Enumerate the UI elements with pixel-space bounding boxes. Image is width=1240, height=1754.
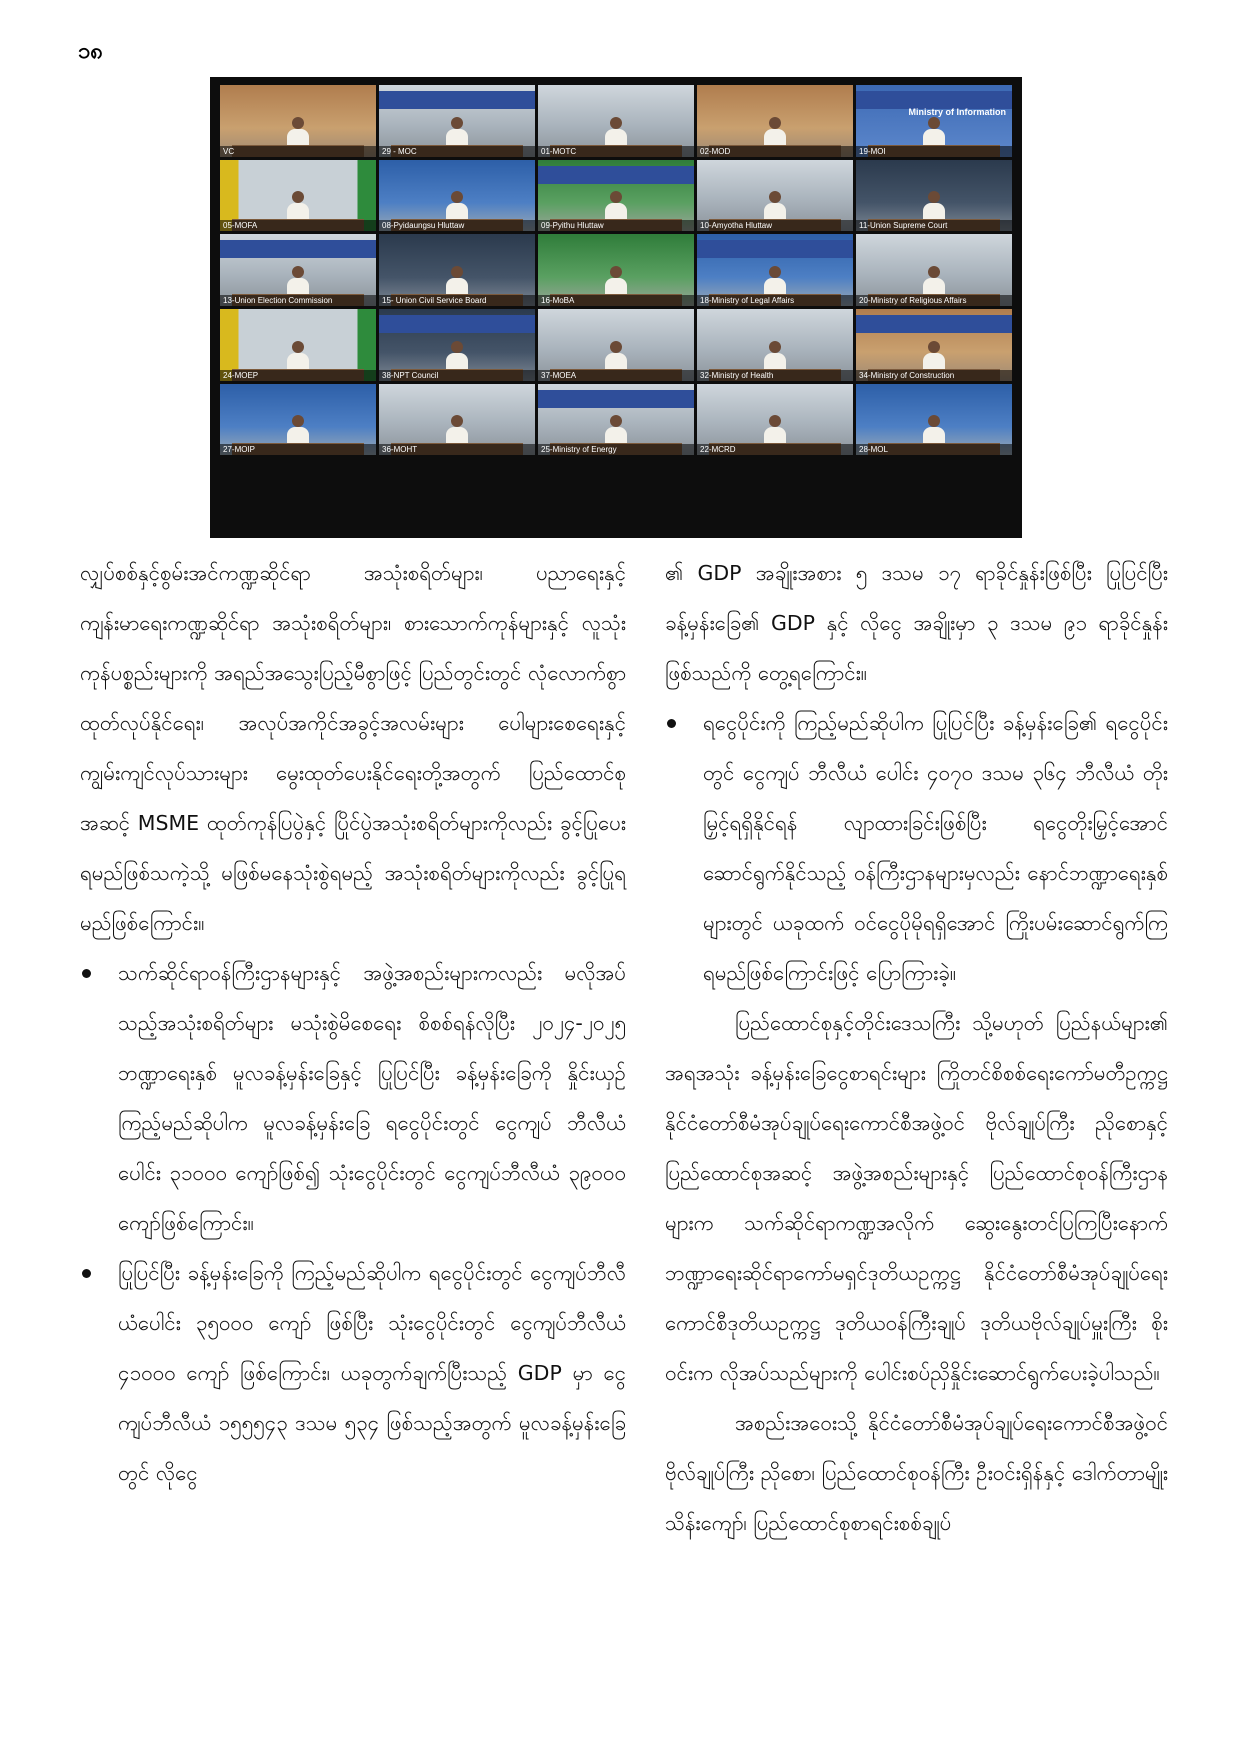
right-bullet-1 — [665, 698, 1168, 998]
tile-label: 28-MOL — [856, 444, 1012, 455]
participant-figure — [287, 117, 309, 147]
participant-figure — [923, 266, 945, 296]
video-tile — [379, 384, 535, 456]
participant-figure — [923, 117, 945, 147]
tile-label: 18-Ministry of Legal Affairs — [697, 295, 853, 306]
tile-label: 38-NPT Council — [379, 370, 535, 381]
right-paragraph-2: ပြည်ထောင်စုနှင့်တိုင်းဒေသကြီး သို့မဟုတ် ပြည်နယ်များ၏ အရအသုံး ခန့်မှန်းခြေငွေစာရင်းများ ကြိုတင်စိစစ်ရေးကော်မတီဥက္ကဋ္ဌ နိုင်ငံတော်စီမံအုပ်ချုပ်ရေးကောင်စီအဖွဲ့ဝင် ဗိုလ်ချုပ်ကြီး ညိုစောနှင့် ပြည်ထောင်စုအဆင့် အဖွဲ့အစည်းများနှင့် ပြည်ထောင်စုဝန်ကြီးဌာနများက သက်ဆိုင်ရာကဏ္ဍအလိုက် ဆွေးနွေးတင်ပြကြပြီးနောက် ဘဏ္ဍာရေးဆိုင်ရာကော်မရှင်ဒုတိယဥက္ကဋ္ဌ နိုင်ငံတော်စီမံအုပ်ချုပ်ရေးကောင်စီဒုတိယဥက္ကဋ္ဌ ဒုတိယဝန်ကြီးချုပ် ဒုတိယဗိုလ်ချုပ်မှူးကြီး စိုးဝင်းက လိုအပ်သည်များကို ပေါင်းစပ်ညှိနှိုင်းဆောင်ရွက်ပေးခဲ့ပါသည်။ — [665, 1011, 1168, 1385]
video-tile — [697, 160, 853, 232]
participant-figure — [764, 341, 786, 371]
right-column — [665, 548, 1168, 1548]
participant-figure — [605, 341, 627, 371]
tile-label: 20-Ministry of Religious Affairs — [856, 295, 1012, 306]
participant-figure — [287, 341, 309, 371]
left-bullet-2 — [80, 1248, 626, 1498]
video-tile — [856, 160, 1012, 232]
page-number: ၁၈ — [78, 39, 103, 64]
banner-sign — [538, 166, 694, 184]
video-tile — [379, 85, 535, 157]
tile-label: 01-MOTC — [538, 146, 694, 157]
tile-label: 09-Pyithu Hluttaw — [538, 220, 694, 231]
tile-label: 11-Union Supreme Court — [856, 220, 1012, 231]
video-tile — [538, 234, 694, 306]
video-tile — [538, 384, 694, 456]
video-tile — [379, 309, 535, 381]
participant-figure — [446, 341, 468, 371]
video-tile — [856, 384, 1012, 456]
video-tile — [538, 309, 694, 381]
tile-label: 22-MCRD — [697, 444, 853, 455]
left-bullet-1-text: သက်ဆိုင်ရာဝန်ကြီးဌာနများနှင့် အဖွဲ့အစည်းများကလည်း မလိုအပ်သည့်အသုံးစရိတ်များ မသုံးစွဲမိစေရေး စိစစ်ရန်လိုပြီး ၂၀၂၄-၂၀၂၅ ဘဏ္ဍာရေးနှစ် မူလခန့်မှန်းခြေနှင့် ပြုပြင်ပြီး ခန့်မှန်းခြေကို နှိုင်းယှဉ်ကြည့်မည်ဆိုပါက မူလခန့်မှန်းခြေ ရငွေပိုင်းတွင် ငွေကျပ် ဘီလီယံပေါင်း ၃၁၀၀၀ ကျော်ဖြစ်၍ သုံးငွေပိုင်းတွင် ငွေကျပ်ဘီလီယံ ၃၉၀၀၀ ကျော်ဖြစ်ကြောင်း။ — [118, 961, 626, 1235]
participant-figure — [605, 117, 627, 147]
video-tile — [379, 160, 535, 232]
banner-sign — [379, 315, 535, 333]
tile-label: 02-MOD — [697, 146, 853, 157]
participant-figure — [923, 341, 945, 371]
right-paragraph-3: အစည်းအဝေးသို့ နိုင်ငံတော်စီမံအုပ်ချုပ်ရေးကောင်စီအဖွဲ့ဝင် ဗိုလ်ချုပ်ကြီး ညိုစော၊ ပြည်ထောင်စုဝန်ကြီး ဦးဝင်းရှိန်နှင့် ဒေါက်တာမျိုးသိန်းကျော်၊ ပြည်ထောင်စုစာရင်းစစ်ချုပ် — [665, 1411, 1168, 1535]
video-tile — [856, 85, 1012, 157]
video-tile — [697, 234, 853, 306]
bullet-icon — [667, 719, 676, 728]
participant-figure — [446, 117, 468, 147]
tile-label: 27-MOIP — [220, 444, 376, 455]
participant-figure — [605, 266, 627, 296]
video-tile — [220, 309, 376, 381]
tile-label: 34-Ministry of Construction — [856, 370, 1012, 381]
video-tile — [220, 160, 376, 232]
tile-label: 32-Ministry of Health — [697, 370, 853, 381]
video-tile — [538, 85, 694, 157]
video-tile — [697, 85, 853, 157]
participant-figure — [923, 191, 945, 221]
participant-figure — [764, 117, 786, 147]
right-bullet-1-text: ရငွေပိုင်းကို ကြည့်မည်ဆိုပါက ပြုပြင်ပြီး ခန့်မှန်းခြေ၏ ရငွေပိုင်းတွင် ငွေကျပ် ဘီလီယံ ပေါင်း ၄၀၇၀ ဒသမ ၃၆၄ ဘီလီယံ တိုးမြှင့်ရရှိနိုင်ရန် လျာထားခြင်းဖြစ်ပြီး ရငွေတိုးမြှင့်အောင် ဆောင်ရွက်နိုင်သည့် ဝန်ကြီးဌာနများမှလည်း နောင်ဘဏ္ဍာရေးနှစ်များတွင် ယခုထက် ဝင်ငွေပိုမိုရရှိအောင် ကြိုးပမ်းဆောင်ရွက်ကြရမည်ဖြစ်ကြောင်းဖြင့် ပြောကြားခဲ့။ — [703, 711, 1168, 985]
tile-sign-text: Ministry of Information — [908, 107, 1006, 117]
tile-label: 05-MOFA — [220, 220, 376, 231]
tile-label: 10-Amyotha Hluttaw — [697, 220, 853, 231]
tile-label: 24-MOEP — [220, 370, 376, 381]
tile-label: 13-Union Election Commission — [220, 295, 376, 306]
video-tile — [697, 384, 853, 456]
participant-figure — [446, 415, 468, 445]
participant-figure — [287, 266, 309, 296]
participant-figure — [764, 266, 786, 296]
video-tile — [220, 234, 376, 306]
tile-label: 19-MOI — [856, 146, 1012, 157]
tile-label: 36-MOHT — [379, 444, 535, 455]
left-bullet-1 — [80, 948, 626, 1248]
bullet-icon — [82, 1269, 91, 1278]
tile-label: 15- Union Civil Service Board — [379, 295, 535, 306]
participant-figure — [764, 191, 786, 221]
participant-figure — [287, 191, 309, 221]
banner-sign — [856, 315, 1012, 333]
banner-sign — [220, 240, 376, 258]
banner-sign — [379, 91, 535, 109]
tile-label: 25-Ministry of Energy — [538, 444, 694, 455]
video-tile — [220, 85, 376, 157]
participant-figure — [446, 191, 468, 221]
tile-label: 16-MoBA — [538, 295, 694, 306]
banner-sign — [538, 390, 694, 408]
participant-figure — [923, 415, 945, 445]
participant-figure — [605, 191, 627, 221]
video-tile — [856, 309, 1012, 381]
participant-figure — [605, 415, 627, 445]
banner-sign — [697, 240, 853, 258]
video-tile — [856, 234, 1012, 306]
left-column — [80, 548, 626, 1498]
tile-label: 08-Pyidaungsu Hluttaw — [379, 220, 535, 231]
video-tile — [697, 309, 853, 381]
tile-label: 29 - MOC — [379, 146, 535, 157]
video-conference-photo — [210, 77, 1022, 538]
participant-figure — [446, 266, 468, 296]
video-tile — [538, 160, 694, 232]
participant-figure — [764, 415, 786, 445]
video-tile-grid — [220, 85, 1012, 530]
participant-figure — [287, 415, 309, 445]
right-paragraph-1: ၏ GDP အချိုးအစား ၅ ဒသမ ၁၇ ရာခိုင်နှုန်းဖြစ်ပြီး ပြုပြင်ပြီး ခန့်မှန်းခြေ၏ GDP နှင့် လိုငွေ အချိုးမှာ ၃ ဒသမ ၉၁ ရာခိုင်နှုန်းဖြစ်သည်ကို တွေ့ရကြောင်း။ — [665, 561, 1168, 685]
tile-label: VC — [220, 146, 376, 157]
video-tile — [220, 384, 376, 456]
tile-label: 37-MOEA — [538, 370, 694, 381]
video-tile — [379, 234, 535, 306]
left-paragraph-1: လျှပ်စစ်နှင့်စွမ်းအင်ကဏ္ဍဆိုင်ရာ အသုံးစရိတ်များ၊ ပညာရေးနှင့် ကျန်းမာရေးကဏ္ဍဆိုင်ရာ အသုံးစရိတ်များ၊ စားသောက်ကုန်များနှင့် လူသုံးကုန်ပစ္စည်းများကို အရည်အသွေးပြည့်မီစွာဖြင့် ပြည်တွင်းတွင် လုံလောက်စွာ ထုတ်လုပ်နိုင်ရေး၊ အလုပ်အကိုင်အခွင့်အလမ်းများ ပေါများစေရေးနှင့် ကျွမ်းကျင်လုပ်သားများ မွေးထုတ်ပေးနိုင်ရေးတို့အတွက် ပြည်ထောင်စုအဆင့် MSME ထုတ်ကုန်ပြပွဲနှင့် ပြိုင်ပွဲအသုံးစရိတ်များကိုလည်း ခွင့်ပြုပေးရမည်ဖြစ်သကဲ့သို့ မဖြစ်မနေသုံးစွဲရမည့် အသုံးစရိတ်များကိုလည်း ခွင့်ပြုရမည်ဖြစ်ကြောင်း။ — [80, 561, 626, 935]
left-bullet-2-text: ပြုပြင်ပြီး ခန့်မှန်းခြေကို ကြည့်မည်ဆိုပါက ရငွေပိုင်းတွင် ငွေကျပ်ဘီလီယံပေါင်း ၃၅၀၀၀ ကျော် ဖြစ်ပြီး သုံးငွေပိုင်းတွင် ငွေကျပ်ဘီလီယံ ၄၁၀၀၀ ကျော် ဖြစ်ကြောင်း၊ ယခုတွက်ချက်ပြီးသည့် GDP မှာ ငွေကျပ်ဘီလီယံ ၁၅၅၅၄၃ ဒသမ ၅၃၄ ဖြစ်သည့်အတွက် မူလခန့်မှန်းခြေတွင် လိုငွေ — [118, 1261, 626, 1485]
bullet-icon — [82, 969, 91, 978]
